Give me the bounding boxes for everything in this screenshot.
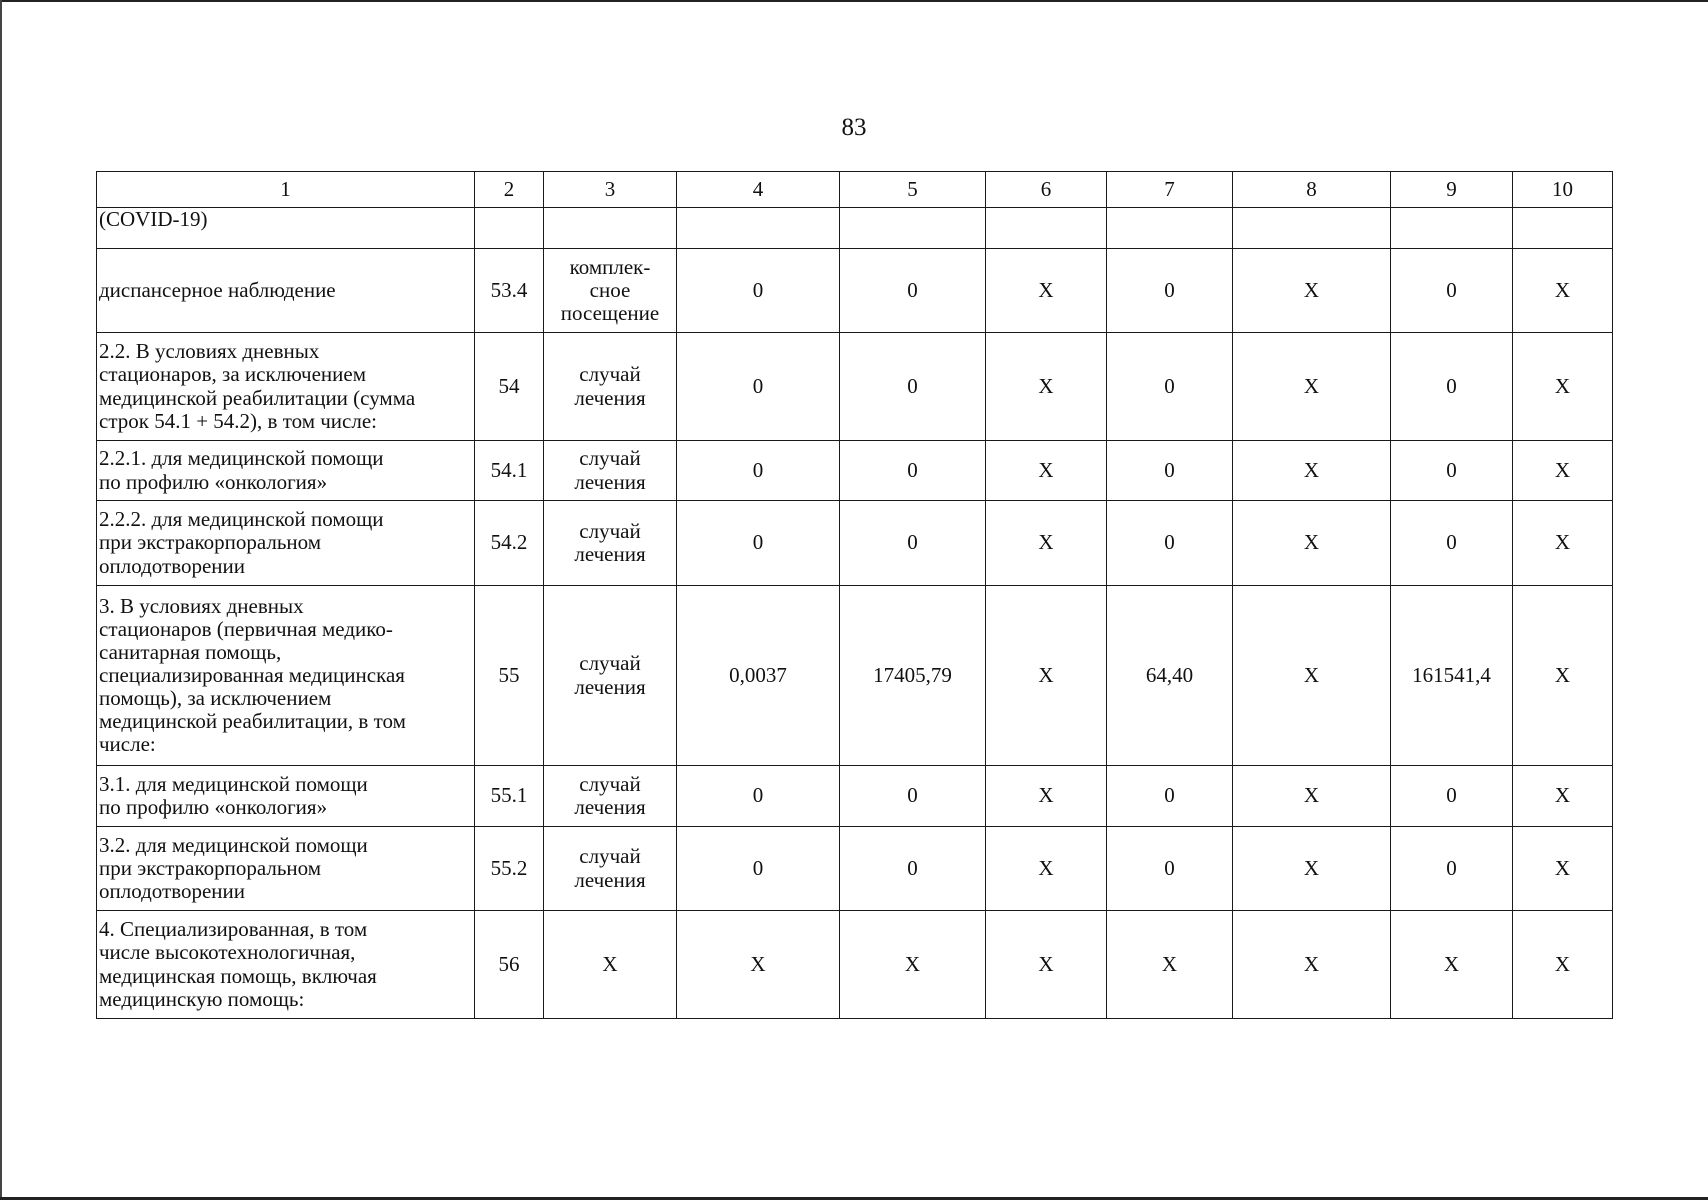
table-cell-r3-c5: 0 <box>840 333 986 441</box>
table-cell-r6-c3: случай лечения <box>544 586 677 766</box>
table-cell-r4-c10: X <box>1513 441 1613 501</box>
table-cell-r3-c6: X <box>986 333 1107 441</box>
table-cell-r4-c4: 0 <box>677 441 840 501</box>
table-cell-r2-c7: 0 <box>1107 249 1233 333</box>
table-cell-r1-c7 <box>1107 208 1233 249</box>
table-cell-r6-c10: X <box>1513 586 1613 766</box>
table-cell-r7-c3: случай лечения <box>544 766 677 827</box>
table-cell-r5-c6: X <box>986 501 1107 586</box>
table-cell-r5-c1: 2.2.2. для медицинской помощи при экстракорпоральном оплодотворении <box>97 501 475 586</box>
table-cell-r7-c8: X <box>1233 766 1391 827</box>
table-row <box>97 827 1613 911</box>
table-cell-r4-c7: 0 <box>1107 441 1233 501</box>
table-cell-r8-c9: 0 <box>1391 827 1513 911</box>
column-number-8: 8 <box>1233 172 1391 208</box>
table-cell-r5-c5: 0 <box>840 501 986 586</box>
table-row <box>97 441 1613 501</box>
column-number-2: 2 <box>475 172 544 208</box>
table-cell-r9-c8: X <box>1233 911 1391 1019</box>
table-cell-r7-c5: 0 <box>840 766 986 827</box>
table-cell-r8-c6: X <box>986 827 1107 911</box>
table-row <box>97 333 1613 441</box>
table-cell-r6-c4: 0,0037 <box>677 586 840 766</box>
table-cell-r2-c10: X <box>1513 249 1613 333</box>
table-cell-r6-c1: 3. В условиях дневных стационаров (первичная медико- санитарная помощь, специализированная медицинская помощь), за исключением медицинской реабилитации, в том числе: <box>97 586 475 766</box>
table-cell-r6-c8: X <box>1233 586 1391 766</box>
table-cell-r5-c8: X <box>1233 501 1391 586</box>
table-cell-r1-c9 <box>1391 208 1513 249</box>
table-cell-r3-c4: 0 <box>677 333 840 441</box>
table-cell-r2-c4: 0 <box>677 249 840 333</box>
table-cell-r4-c5: 0 <box>840 441 986 501</box>
table-cell-r3-c9: 0 <box>1391 333 1513 441</box>
table-cell-r7-c10: X <box>1513 766 1613 827</box>
column-number-1: 1 <box>97 172 475 208</box>
table-cell-r5-c2: 54.2 <box>475 501 544 586</box>
table-cell-r4-c6: X <box>986 441 1107 501</box>
table-cell-r1-c3 <box>544 208 677 249</box>
table-cell-r8-c5: 0 <box>840 827 986 911</box>
column-number-9: 9 <box>1391 172 1513 208</box>
table-cell-r5-c10: X <box>1513 501 1613 586</box>
table-cell-r9-c10: X <box>1513 911 1613 1019</box>
column-number-3: 3 <box>544 172 677 208</box>
column-number-5: 5 <box>840 172 986 208</box>
table-cell-r5-c3: случай лечения <box>544 501 677 586</box>
scan-edge-left <box>0 0 2 1200</box>
table-cell-r2-c8: X <box>1233 249 1391 333</box>
table-cell-r9-c3: X <box>544 911 677 1019</box>
table-row <box>97 501 1613 586</box>
table-body <box>97 172 1613 1019</box>
table-cell-r2-c9: 0 <box>1391 249 1513 333</box>
table-cell-r2-c5: 0 <box>840 249 986 333</box>
table-cell-r4-c1: 2.2.1. для медицинской помощи по профилю «онкология» <box>97 441 475 501</box>
table-cell-r9-c1: 4. Специализированная, в том числе высокотехнологичная, медицинская помощь, включая медицинскую помощь: <box>97 911 475 1019</box>
table-cell-r9-c5: X <box>840 911 986 1019</box>
table-cell-r9-c2: 56 <box>475 911 544 1019</box>
table-cell-r3-c2: 54 <box>475 333 544 441</box>
table-cell-r3-c1: 2.2. В условиях дневных стационаров, за исключением медицинской реабилитации (сумма строк 54.1 + 54.2), в том числе: <box>97 333 475 441</box>
table-cell-r1-c10 <box>1513 208 1613 249</box>
table-cell-r3-c8: X <box>1233 333 1391 441</box>
data-table <box>96 171 1613 1019</box>
page-number: 83 <box>841 114 867 141</box>
column-number-7: 7 <box>1107 172 1233 208</box>
table-cell-r1-c4 <box>677 208 840 249</box>
table-cell-r6-c6: X <box>986 586 1107 766</box>
table-cell-r4-c3: случай лечения <box>544 441 677 501</box>
table-cell-r1-c2 <box>475 208 544 249</box>
table-cell-r3-c7: 0 <box>1107 333 1233 441</box>
table-cell-r6-c7: 64,40 <box>1107 586 1233 766</box>
table-row <box>97 586 1613 766</box>
table-cell-r1-c8 <box>1233 208 1391 249</box>
table-cell-r9-c9: X <box>1391 911 1513 1019</box>
table-cell-r1-c1: (COVID-19) <box>97 208 475 249</box>
table-cell-r8-c7: 0 <box>1107 827 1233 911</box>
column-number-10: 10 <box>1513 172 1613 208</box>
table-cell-r9-c4: X <box>677 911 840 1019</box>
scan-edge-top <box>0 0 1708 2</box>
table-row <box>97 249 1613 333</box>
table-cell-r3-c3: случай лечения <box>544 333 677 441</box>
column-number-6: 6 <box>986 172 1107 208</box>
table-cell-r7-c1: 3.1. для медицинской помощи по профилю «онкология» <box>97 766 475 827</box>
table-cell-r7-c7: 0 <box>1107 766 1233 827</box>
table-cell-r9-c7: X <box>1107 911 1233 1019</box>
column-number-4: 4 <box>677 172 840 208</box>
table-cell-r8-c8: X <box>1233 827 1391 911</box>
table-cell-r8-c1: 3.2. для медицинской помощи при экстракорпоральном оплодотворении <box>97 827 475 911</box>
table-cell-r2-c2: 53.4 <box>475 249 544 333</box>
table-cell-r5-c9: 0 <box>1391 501 1513 586</box>
table-cell-r2-c1: диспансерное наблюдение <box>97 249 475 333</box>
table-cell-r2-c3: комплек- сное посещение <box>544 249 677 333</box>
table-cell-r3-c10: X <box>1513 333 1613 441</box>
table-cell-r8-c2: 55.2 <box>475 827 544 911</box>
table-cell-r9-c6: X <box>986 911 1107 1019</box>
table-cell-r1-c5 <box>840 208 986 249</box>
table-cell-r4-c9: 0 <box>1391 441 1513 501</box>
table-cell-r6-c9: 161541,4 <box>1391 586 1513 766</box>
table-cell-r1-c6 <box>986 208 1107 249</box>
table-cell-r5-c7: 0 <box>1107 501 1233 586</box>
table-cell-r7-c6: X <box>986 766 1107 827</box>
table-cell-r8-c10: X <box>1513 827 1613 911</box>
table-cell-r7-c9: 0 <box>1391 766 1513 827</box>
table-row <box>97 911 1613 1019</box>
table-cell-r2-c6: X <box>986 249 1107 333</box>
column-number-row <box>97 172 1613 208</box>
table-row <box>97 766 1613 827</box>
table-cell-r4-c2: 54.1 <box>475 441 544 501</box>
table-row <box>97 208 1613 249</box>
table-cell-r7-c4: 0 <box>677 766 840 827</box>
table-cell-r7-c2: 55.1 <box>475 766 544 827</box>
table-cell-r4-c8: X <box>1233 441 1391 501</box>
table-cell-r6-c5: 17405,79 <box>840 586 986 766</box>
table-cell-r6-c2: 55 <box>475 586 544 766</box>
table-cell-r8-c4: 0 <box>677 827 840 911</box>
table-cell-r5-c4: 0 <box>677 501 840 586</box>
table-cell-r8-c3: случай лечения <box>544 827 677 911</box>
